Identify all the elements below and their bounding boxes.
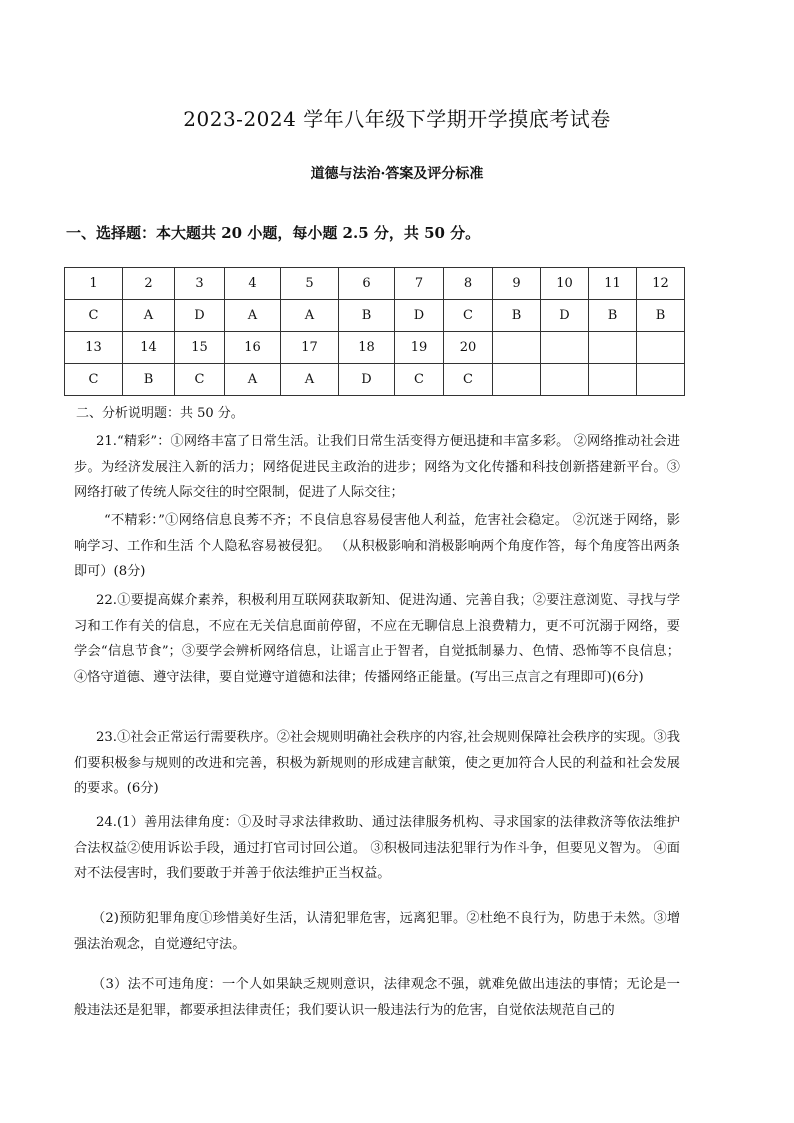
question-number-cell [589, 332, 637, 364]
answer-paragraph-24-1: 24.(1）善用法律角度：①及时寻求法律救助、通过法律服务机构、寻求国家的法律救济等依法维护合法权益②使用诉讼手段，通过打官司讨回公道。 ③积极同违法犯罪行为作斗争，但要见义智为。 ④面对不法侵害时，我们要敢于并善于依法维护正当权益。 [74, 815, 680, 881]
question-number-cell: 9 [493, 268, 541, 300]
question-number-cell: 18 [339, 332, 395, 364]
answer-cell: A [225, 364, 281, 396]
answer-cell: C [65, 300, 123, 332]
answer-cell [589, 364, 637, 396]
answer-cell: A [225, 300, 281, 332]
answer-cell [541, 364, 589, 396]
question-number-cell: 14 [123, 332, 175, 364]
question-number-cell: 10 [541, 268, 589, 300]
answer-table [64, 267, 685, 396]
answer-cell: D [395, 300, 444, 332]
answer-paragraph-21-negative: “不精彩：”①网络信息良莠不齐；不良信息容易侵害他人利益，危害社会稳定。 ②沉迷于网络，影响学习、工作和生活 个人隐私容易被侵犯。 （从积极影响和消极影响两个角度作答，每个角度答出两条即可）(8分) [74, 513, 680, 579]
answer-cell: B [637, 300, 685, 332]
answer-paragraph-23: 23.①社会正常运行需要秩序。②社会规则明确社会秩序的内容,社会规则保障社会秩序的实现。③我们要积极参与规则的改进和完善，积极为新规则的形成建言献策，使之更加符合人民的利益和社会发展的要求。(6分) [74, 730, 680, 796]
answer-paragraph-22: 22.①要提高媒介素养，积极利用互联网获取新知、促进沟通、完善自我；②要注意浏览、寻找与学习和工作有关的信息，不应在无关信息面前停留，不应在无聊信息上浪费精力，更不可沉溺于网络，要学会“信息节食”；③要学会辨析网络信息，让谣言止于智者，自觉抵制暴力、色情、恐怖等不良信息；④恪守道德、遵守法律，要自觉遵守道德和法律；传播网络正能量。(写出三点言之有理即可)(6分) [74, 593, 680, 685]
answer-cell: C [175, 364, 225, 396]
question-number-cell: 7 [395, 268, 444, 300]
answer-cell [493, 364, 541, 396]
answer-paragraph-21: 21.“精彩”：①网络丰富了日常生活。让我们日常生活变得方便迅捷和丰富多彩。 ②网络推动社会进步。为经济发展注入新的活力；网络促进民主政治的进步；网络为文化传播和科技创新搭建新平台。③网络打破了传统人际交往的时空限制，促进了人际交往； [74, 434, 680, 500]
question-number-cell: 19 [395, 332, 444, 364]
question-number-cell: 20 [444, 332, 493, 364]
question-number-cell: 4 [225, 268, 281, 300]
answer-cell: C [65, 364, 123, 396]
answer-cell: D [339, 364, 395, 396]
question-number-row [65, 332, 685, 364]
question-number-cell: 6 [339, 268, 395, 300]
question-number-cell [637, 332, 685, 364]
section-1-heading: 一、选择题：本大题共 20 小题，每小题 2.5 分，共 50 分。 [66, 224, 481, 242]
answer-row [65, 300, 685, 332]
answer-cell: B [589, 300, 637, 332]
question-number-cell: 8 [444, 268, 493, 300]
question-number-cell: 11 [589, 268, 637, 300]
question-number-cell: 17 [281, 332, 339, 364]
question-number-cell: 2 [123, 268, 175, 300]
question-number-cell: 5 [281, 268, 339, 300]
answer-cell: D [541, 300, 589, 332]
question-number-cell: 3 [175, 268, 225, 300]
question-number-cell: 1 [65, 268, 123, 300]
question-number-cell [493, 332, 541, 364]
question-number-cell: 15 [175, 332, 225, 364]
question-number-cell: 16 [225, 332, 281, 364]
answer-cell: B [123, 364, 175, 396]
answer-paragraph-24-3: （3）法不可违角度：一个人如果缺乏规则意识，法律观念不强，就难免做出违法的事情；无论是一般违法还是犯罪，都要承担法律责任；我们要认识一般违法行为的危害，自觉依法规范自己的 [74, 977, 680, 1018]
question-number-cell: 12 [637, 268, 685, 300]
answer-cell: A [281, 300, 339, 332]
question-number-cell: 13 [65, 332, 123, 364]
page-title: 2023-2024 学年八年级下学期开学摸底考试卷 [183, 107, 611, 131]
page-subtitle: 道德与法治·答案及评分标准 [310, 166, 484, 182]
answer-cell [637, 364, 685, 396]
answer-cell: C [444, 364, 493, 396]
section-2-heading: 二、分析说明题：共 50 分。 [76, 406, 244, 421]
answer-cell: A [123, 300, 175, 332]
answer-paragraph-24-2: （2)预防犯罪角度①珍惜美好生活，认清犯罪危害，远离犯罪。②杜绝不良行为，防患于未然。③增强法治观念，自觉遵纪守法。 [74, 911, 680, 952]
answer-cell: A [281, 364, 339, 396]
answer-cell: B [493, 300, 541, 332]
question-number-cell [541, 332, 589, 364]
answer-cell: B [339, 300, 395, 332]
answer-row [65, 364, 685, 396]
answer-cell: C [395, 364, 444, 396]
answer-cell: C [444, 300, 493, 332]
question-number-row [65, 268, 685, 300]
answer-cell: D [175, 300, 225, 332]
